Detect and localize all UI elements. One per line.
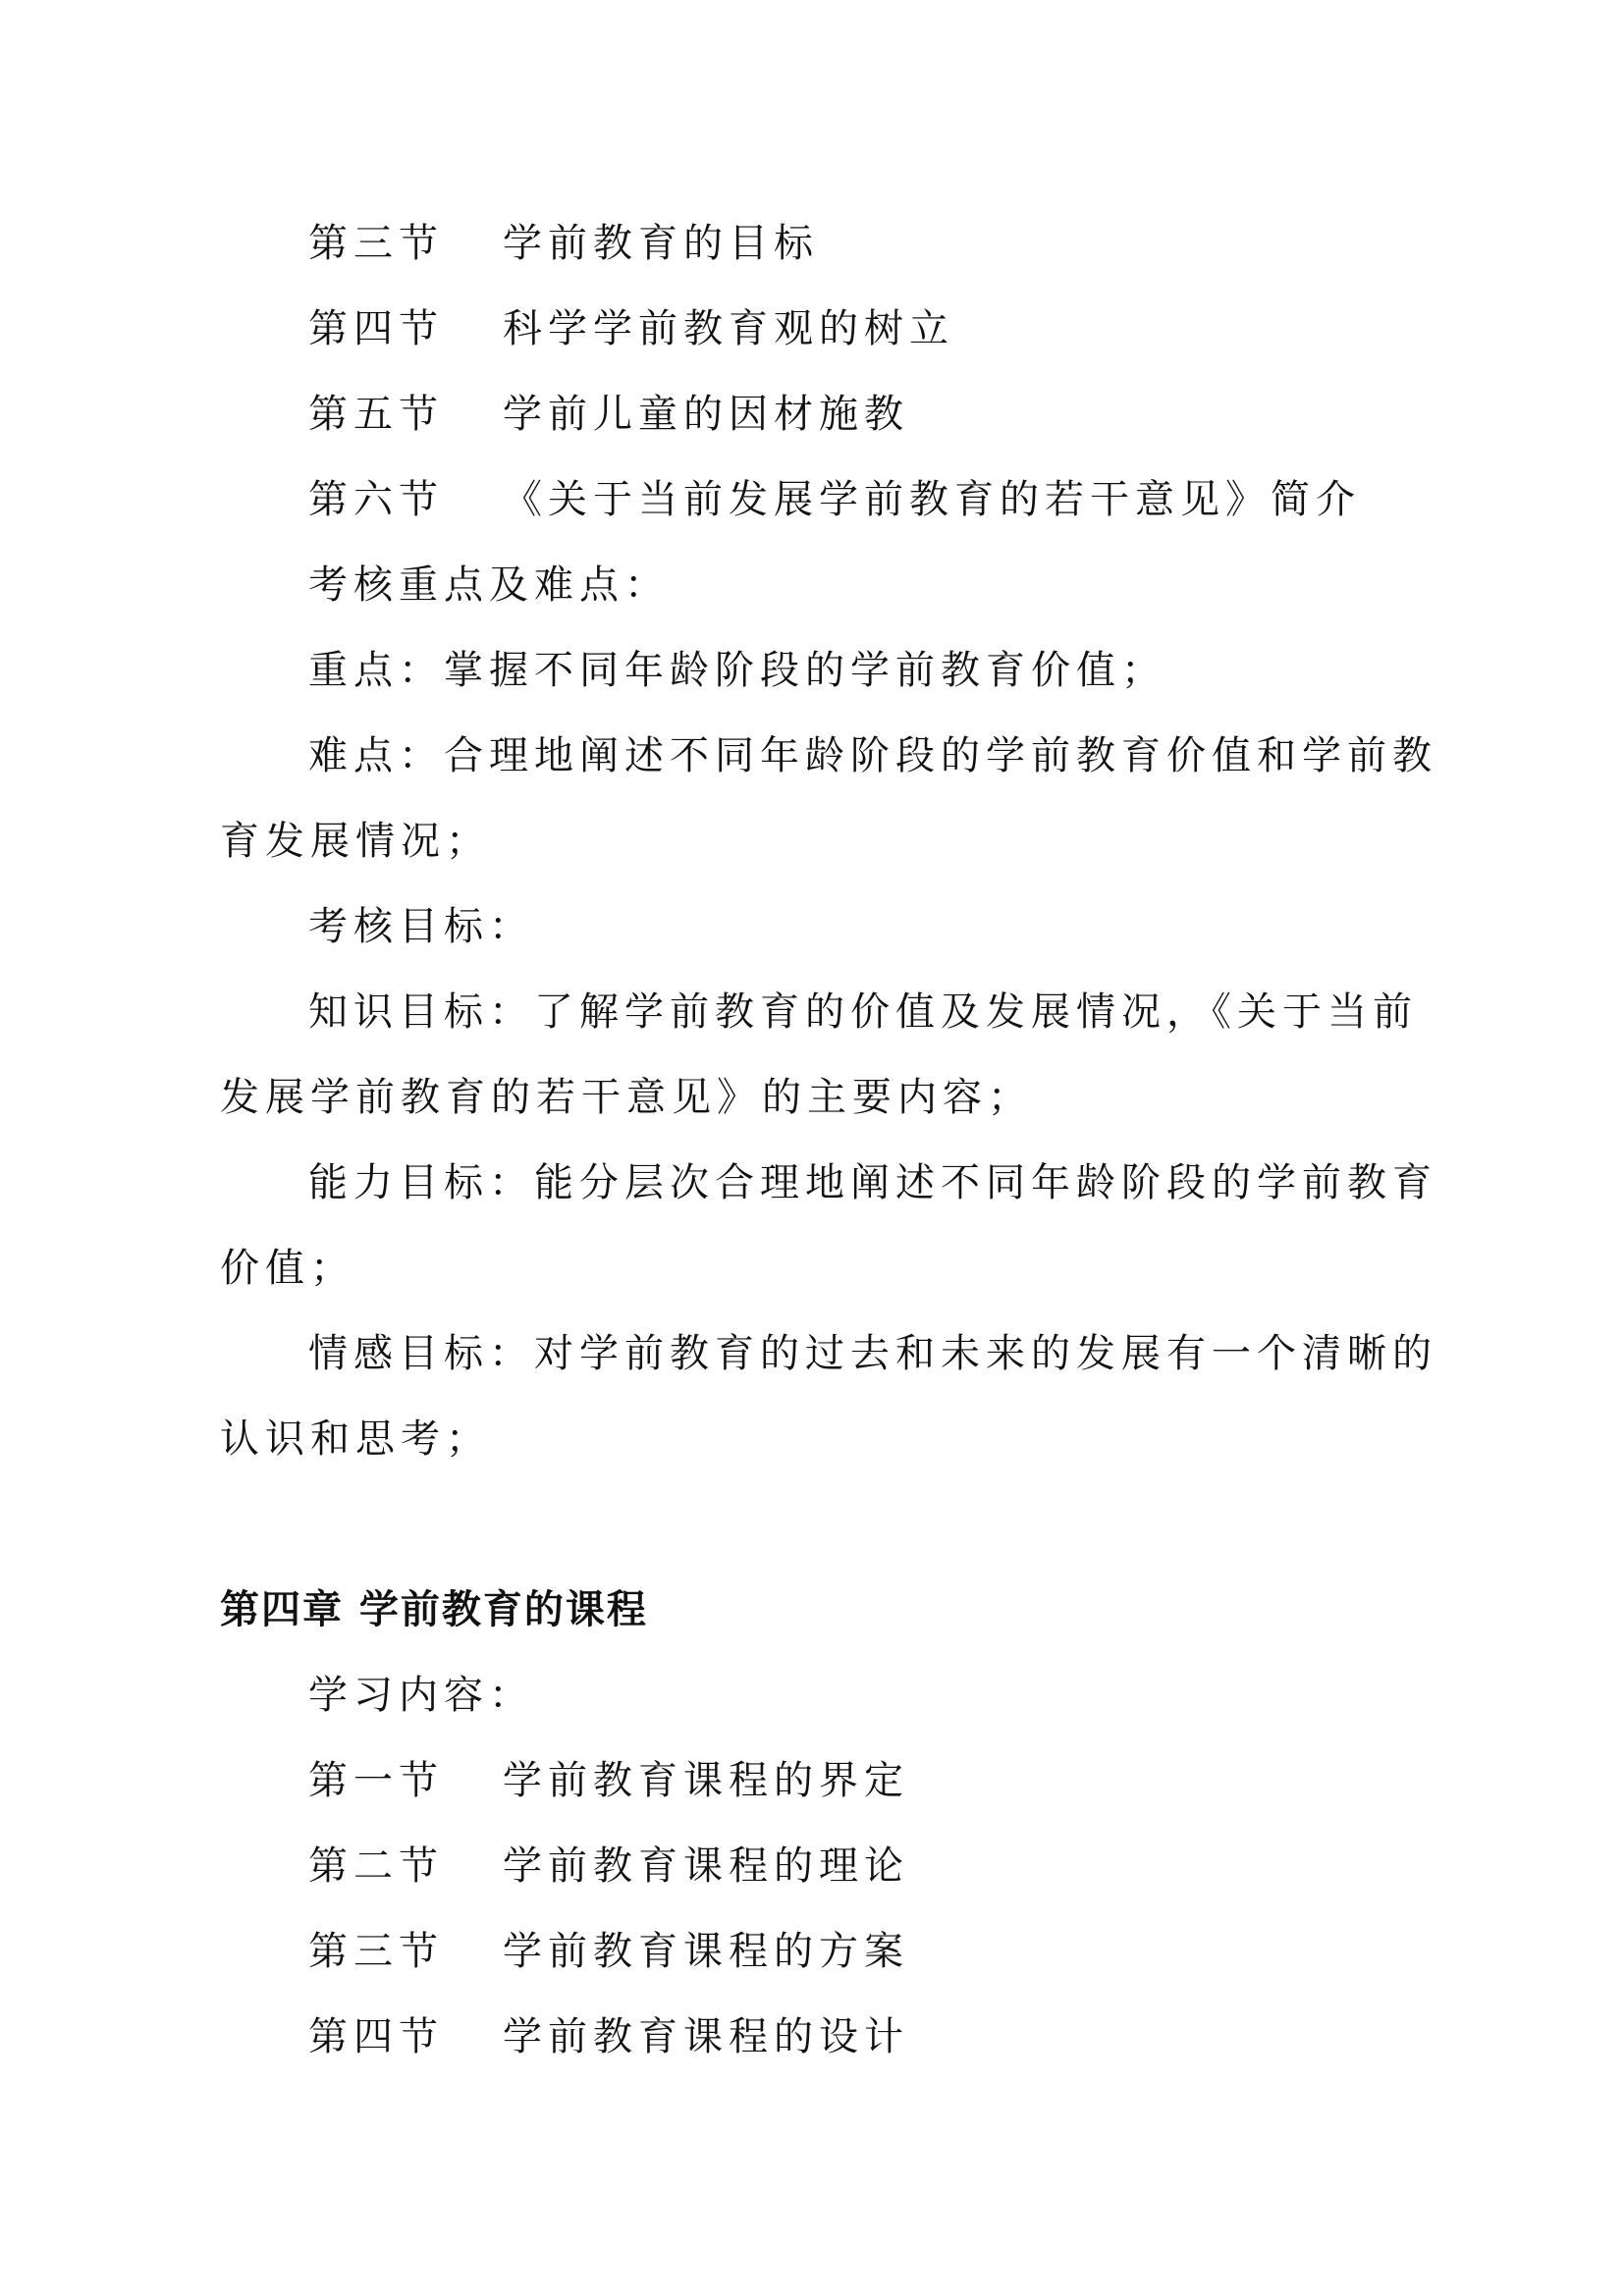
- difficult-point-line1: 难点：合理地阐述不同年龄阶段的学前教育价值和学前教: [308, 733, 1437, 778]
- section-title: 科学学前教育观的树立: [503, 306, 954, 351]
- difficult-point-line2: 育发展情况；: [220, 819, 491, 864]
- section-line: [308, 2014, 909, 2059]
- section-line: [308, 1929, 909, 1974]
- section-title: 学前教育的目标: [503, 221, 819, 266]
- section-number: 第四节: [308, 306, 444, 351]
- section-line: [308, 477, 1361, 522]
- section-title: 《关于当前发展学前教育的若干意见》简介: [503, 477, 1361, 522]
- section-line: [308, 1843, 909, 1889]
- section-number: 第六节: [308, 477, 444, 522]
- section-number: 第二节: [308, 1843, 444, 1889]
- ability-goal-line2: 价值；: [220, 1246, 355, 1291]
- section-number: 第三节: [308, 1929, 444, 1974]
- ability-goal-line1: 能力目标：能分层次合理地阐述不同年龄阶段的学前教育: [308, 1160, 1437, 1205]
- key-points-label: 考核重点及难点：: [308, 562, 670, 608]
- section-line: [308, 1758, 909, 1803]
- section-line: [308, 221, 819, 266]
- section-title: 学前教育课程的设计: [503, 2014, 909, 2059]
- section-number: 第三节: [308, 221, 444, 266]
- key-point-text: 重点：掌握不同年龄阶段的学前教育价值；: [308, 648, 1166, 693]
- section-title: 学前教育课程的理论: [503, 1843, 909, 1889]
- knowledge-goal-line2: 发展学前教育的若干意见》的主要内容；: [220, 1075, 1033, 1120]
- section-line: [308, 306, 954, 351]
- section-number: 第五节: [308, 392, 444, 437]
- emotion-goal-line1: 情感目标：对学前教育的过去和未来的发展有一个清晰的: [308, 1331, 1437, 1376]
- section-number: 第一节: [308, 1758, 444, 1803]
- section-line: [308, 392, 909, 437]
- section-number: 第四节: [308, 2014, 444, 2059]
- content-label: 学习内容：: [308, 1673, 534, 1718]
- section-title: 学前教育课程的界定: [503, 1758, 909, 1803]
- knowledge-goal-line1: 知识目标：了解学前教育的价值及发展情况，《关于当前: [308, 989, 1418, 1035]
- chapter-heading: 第四章 学前教育的课程: [220, 1587, 648, 1632]
- section-title: 学前儿童的因材施教: [503, 392, 909, 437]
- section-title: 学前教育课程的方案: [503, 1929, 909, 1974]
- emotion-goal-line2: 认识和思考；: [220, 1416, 491, 1462]
- goals-label: 考核目标：: [308, 904, 534, 949]
